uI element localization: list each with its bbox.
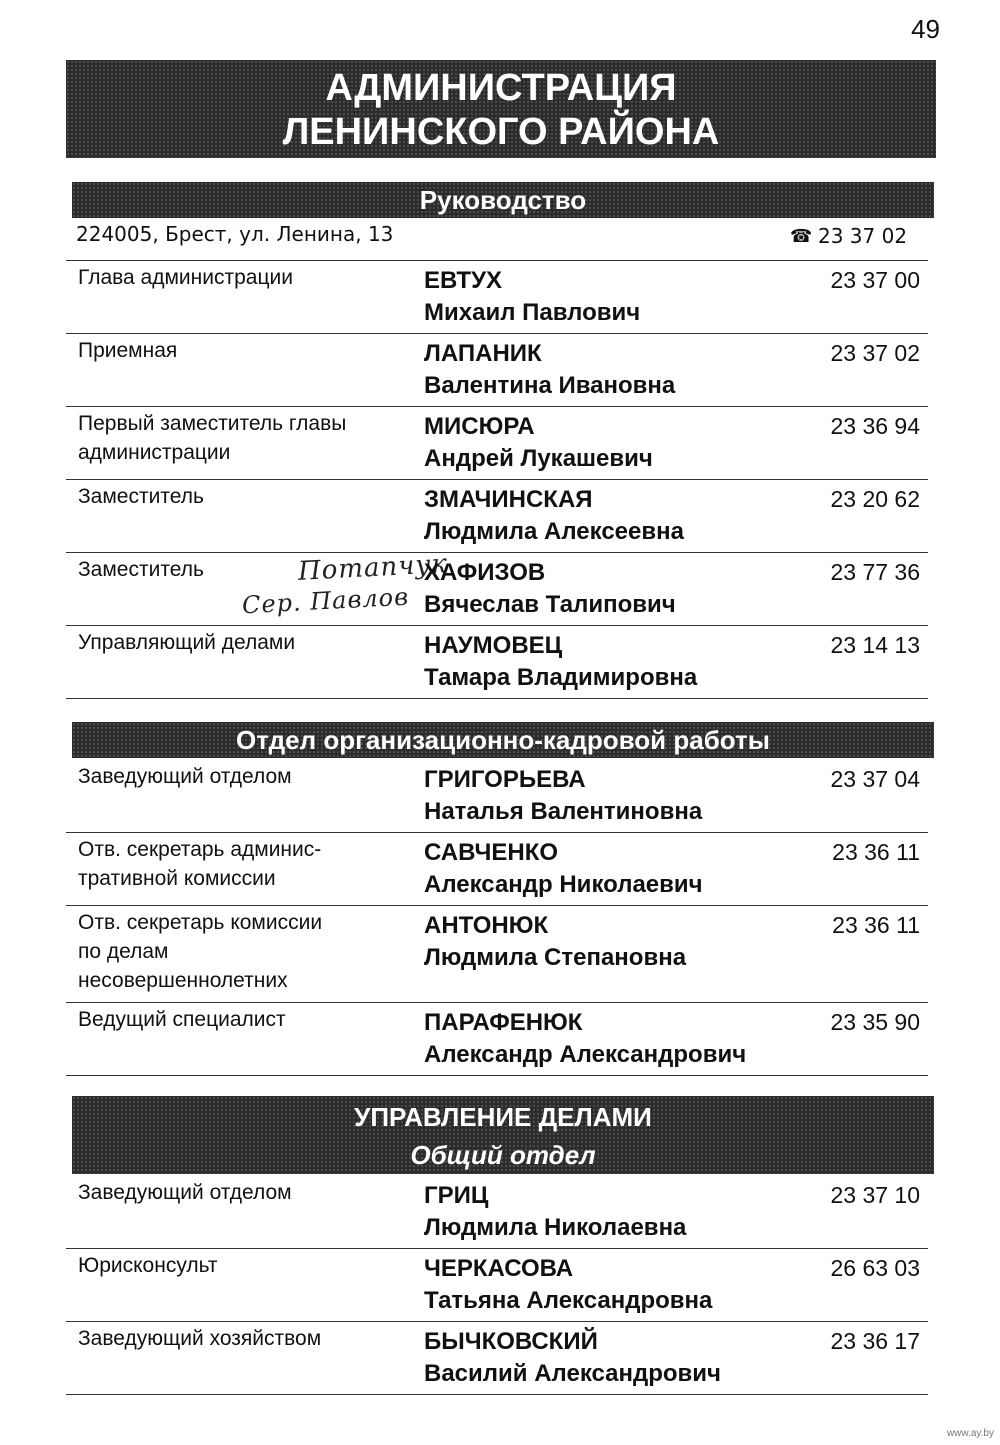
phone-icon: ☎	[790, 226, 813, 247]
given-name: Александр Николаевич	[424, 871, 703, 898]
phone-number: 23 36 17	[830, 1328, 920, 1354]
position: Отв. секретарь комиссии по делам несовершеннолетних	[78, 911, 323, 992]
phone-number: 23 20 62	[830, 486, 920, 512]
position: Глава администрации	[78, 266, 293, 289]
surname: ГРИЦ	[424, 1182, 489, 1209]
phone-number: 23 37 00	[830, 267, 920, 293]
surname: ПАРАФЕНЮК	[424, 1009, 583, 1036]
position: Управляющий делами	[78, 631, 296, 654]
given-name: Тамара Владимировна	[424, 664, 698, 691]
table-row	[66, 480, 928, 553]
phone-number: 23 36 94	[830, 413, 920, 439]
phone-number: 23 36 11	[832, 912, 920, 938]
phone-number: 23 35 90	[830, 1009, 920, 1035]
table-row	[66, 626, 928, 699]
section-hr	[66, 760, 928, 1076]
table-row	[66, 407, 928, 480]
address: 224005, Брест, ул. Ленина, 13	[76, 222, 394, 246]
table-row	[66, 1176, 928, 1249]
page-title-line-1: АДМИНИСТРАЦИЯ	[325, 67, 677, 109]
position: Заместитель	[78, 558, 204, 581]
given-name: Валентина Ивановна	[424, 372, 676, 399]
given-name: Александр Александрович	[424, 1041, 747, 1068]
table-row	[66, 334, 928, 407]
given-name: Василий Александрович	[424, 1360, 721, 1387]
surname: ЕВТУХ	[424, 267, 503, 294]
page-number: 49	[911, 14, 940, 44]
table-row	[66, 1322, 928, 1395]
position: Первый заместитель главы администрации	[78, 412, 347, 464]
position: Отв. секретарь админис-тративной комиссии	[78, 838, 322, 890]
section-header-hr	[72, 722, 934, 758]
handwritten-note: Сер. Павлов	[241, 582, 410, 620]
surname: БЫЧКОВСКИЙ	[424, 1328, 598, 1355]
section-leadership	[66, 220, 928, 699]
position: Заведующий отделом	[78, 1181, 292, 1204]
given-name: Наталья Валентиновна	[424, 798, 703, 825]
surname: САВЧЕНКО	[424, 839, 559, 866]
given-name: Вячеслав Талипович	[424, 591, 676, 618]
given-name: Михаил Павлович	[424, 299, 641, 326]
position: Заместитель	[78, 485, 204, 508]
section-affairs	[66, 1176, 928, 1395]
section-title: Отдел организационно-кадровой работы	[236, 725, 770, 755]
given-name: Татьяна Александровна	[424, 1287, 713, 1314]
address-row	[66, 220, 928, 261]
position: Заведующий отделом	[78, 765, 292, 788]
surname: ЗМАЧИНСКАЯ	[424, 486, 593, 513]
section-title: Руководство	[419, 185, 587, 215]
address-phone: 23 37 02	[818, 224, 908, 248]
position: Приемная	[78, 339, 178, 362]
page-title-line-2: ЛЕНИНСКОГО РАЙОНА	[282, 111, 720, 153]
table-row	[66, 261, 928, 334]
watermark: www.ay.by	[946, 1428, 994, 1439]
surname: ЧЕРКАСОВА	[424, 1255, 574, 1282]
surname: ГРИГОРЬЕВА	[424, 766, 586, 793]
position: Юрисконсульт	[78, 1254, 218, 1277]
section-header-leadership	[72, 182, 934, 218]
table-row	[66, 1249, 928, 1322]
given-name: Людмила Степановна	[424, 944, 687, 971]
table-row	[66, 549, 928, 626]
page-title	[66, 60, 936, 158]
position: Заведующий хозяйством	[78, 1327, 322, 1350]
phone-number: 23 36 11	[832, 839, 920, 865]
surname: НАУМОВЕЦ	[424, 632, 563, 659]
phone-number: 23 37 10	[830, 1182, 920, 1208]
section-title: УПРАВЛЕНИЕ ДЕЛАМИ	[354, 1102, 652, 1132]
phone-number: 23 37 04	[830, 766, 920, 792]
phone-number: 23 77 36	[830, 559, 920, 585]
phone-number: 23 14 13	[830, 632, 920, 658]
table-row	[66, 760, 928, 833]
surname: ХАФИЗОВ	[424, 559, 546, 586]
given-name: Андрей Лукашевич	[424, 445, 653, 472]
surname: АНТОНЮК	[424, 912, 549, 939]
given-name: Людмила Николаевна	[424, 1214, 687, 1241]
table-row	[66, 1003, 928, 1076]
given-name: Людмила Алексеевна	[424, 518, 684, 545]
phone-number: 26 63 03	[830, 1255, 920, 1281]
section-subtitle: Общий отдел	[410, 1140, 596, 1170]
table-row	[66, 906, 928, 1003]
surname: МИСЮРА	[424, 413, 535, 440]
handwritten-note: Потапчук	[297, 549, 449, 587]
position: Ведущий специалист	[78, 1008, 286, 1031]
surname: ЛАПАНИК	[424, 340, 542, 367]
table-row	[66, 833, 928, 906]
section-header-affairs	[72, 1096, 934, 1174]
phone-number: 23 37 02	[830, 340, 920, 366]
